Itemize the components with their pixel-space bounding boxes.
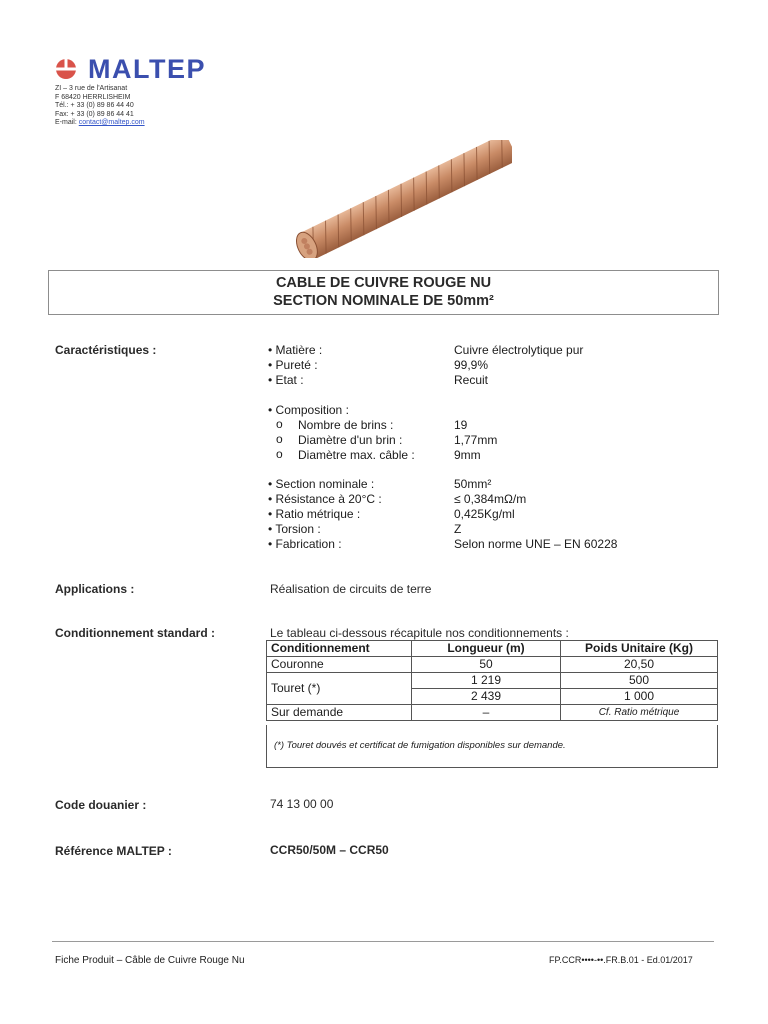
spec-row [268,358,728,373]
table-cell: 500 [561,673,718,689]
composition-row [268,448,728,463]
spec-value: Selon norme UNE – EN 60228 [454,537,618,551]
conditioning-label: Conditionnement standard : [55,626,215,640]
footer-divider [52,941,714,942]
address-line: Fax: + 33 (0) 89 86 44 41 [55,110,134,118]
product-subtitle: SECTION NOMINALE DE 50mm² [273,293,494,309]
column-header: Poids Unitaire (Kg) [561,641,718,657]
spec-value: ≤ 0,384mΩ/m [454,492,527,506]
customs-value: 74 13 00 00 [270,797,334,811]
spec-key: • Ratio métrique : [268,507,361,521]
spec-row [268,537,728,552]
column-header: Conditionnement [267,641,412,657]
table-row [267,705,718,721]
applications-value: Réalisation de circuits de terre [270,582,432,596]
spec-row [268,522,728,537]
product-title: CABLE DE CUIVRE ROUGE NU [275,275,492,291]
address-line: ZI – 3 rue de l'Artisanat [55,85,128,92]
composition-label: • Composition : [268,403,349,417]
spec-key: • Pureté : [268,358,318,372]
table-cell: Cf. Ratio métrique [561,705,718,721]
spec-key: • Torsion : [268,522,321,536]
table-cell: Sur demande [267,705,412,721]
table-row [267,673,718,689]
spec-value: 1,77mm [454,433,498,447]
footer-document-title: Fiche Produit – Câble de Cuivre Rouge Nu [55,955,245,966]
reference-label: Référence MALTEP : [55,844,172,858]
spec-row [268,492,728,507]
email-link[interactable]: contact@maltep.com [78,119,145,126]
address-line: Tél.: + 33 (0) 89 86 44 40 [55,102,134,109]
spec-value: 0,425Kg/ml [454,507,515,521]
spec-value: 50mm² [454,477,492,491]
circle-bullet-icon: o [276,447,283,461]
table-cell: 1 219 [412,673,561,689]
column-header: Longueur (m) [412,641,561,657]
spec-key: • Section nominale : [268,477,375,491]
table-cell: Couronne [267,657,412,673]
spec-row [268,343,728,358]
spec-key: • Fabrication : [268,537,342,551]
spec-key: Diamètre d'un brin : [298,433,403,447]
composition-heading [268,403,728,418]
customs-label: Code douanier : [55,798,147,812]
spec-value: Z [454,522,462,536]
table-note: (*) Touret douvés et certificat de fumigation disponibles sur demande. [274,740,566,751]
spec-key: Nombre de brins : [298,418,394,432]
circle-bullet-icon: o [276,432,283,446]
title-box [48,270,719,315]
circle-bullet-icon: o [276,417,283,431]
conditioning-intro: Le tableau ci-dessous récapitule nos conditionnements : [270,626,569,640]
spec-key: Diamètre max. câble : [298,448,415,462]
composition-row [268,418,728,433]
composition-row [268,433,728,448]
reference-value: CCR50/50M – CCR50 [270,843,389,857]
spec-row [268,507,728,522]
spec-value: 99,9% [454,358,489,372]
table-cell: Touret (*) [267,673,412,705]
table-row [267,657,718,673]
address-line: F 68420 HERRLISHEIM [55,93,131,101]
spec-key: • Résistance à 20°C : [268,492,382,506]
spec-value: Cuivre électrolytique pur [454,343,584,357]
table-cell: 1 000 [561,689,718,705]
email-line [55,119,145,128]
conditioning-table [266,640,718,768]
table-cell: – [412,705,561,721]
email-label: E-mail: [55,119,77,126]
characteristics-label: Caractéristiques : [55,343,157,357]
spec-value: 9mm [454,448,481,462]
spec-value: Recuit [454,373,489,387]
spec-value: 19 [454,418,468,432]
spec-key: • Etat : [268,373,304,387]
spec-key: • Matière : [268,343,323,357]
spec-row [268,477,728,492]
footer-document-code: FP.CCR••••-••.FR.B.01 - Ed.01/2017 [549,955,693,965]
spec-row [268,373,728,388]
characteristics-list [268,343,728,558]
table-note-box [266,725,718,768]
table-cell: 20,50 [561,657,718,673]
brand-name: MALTEP [88,54,206,84]
table-cell: 2 439 [412,689,561,705]
applications-label: Applications : [55,582,135,596]
copper-cable-image [296,140,512,258]
table-header-row [267,641,718,657]
company-address [55,85,145,128]
maltep-logo-icon [55,58,77,80]
table-cell: 50 [412,657,561,673]
